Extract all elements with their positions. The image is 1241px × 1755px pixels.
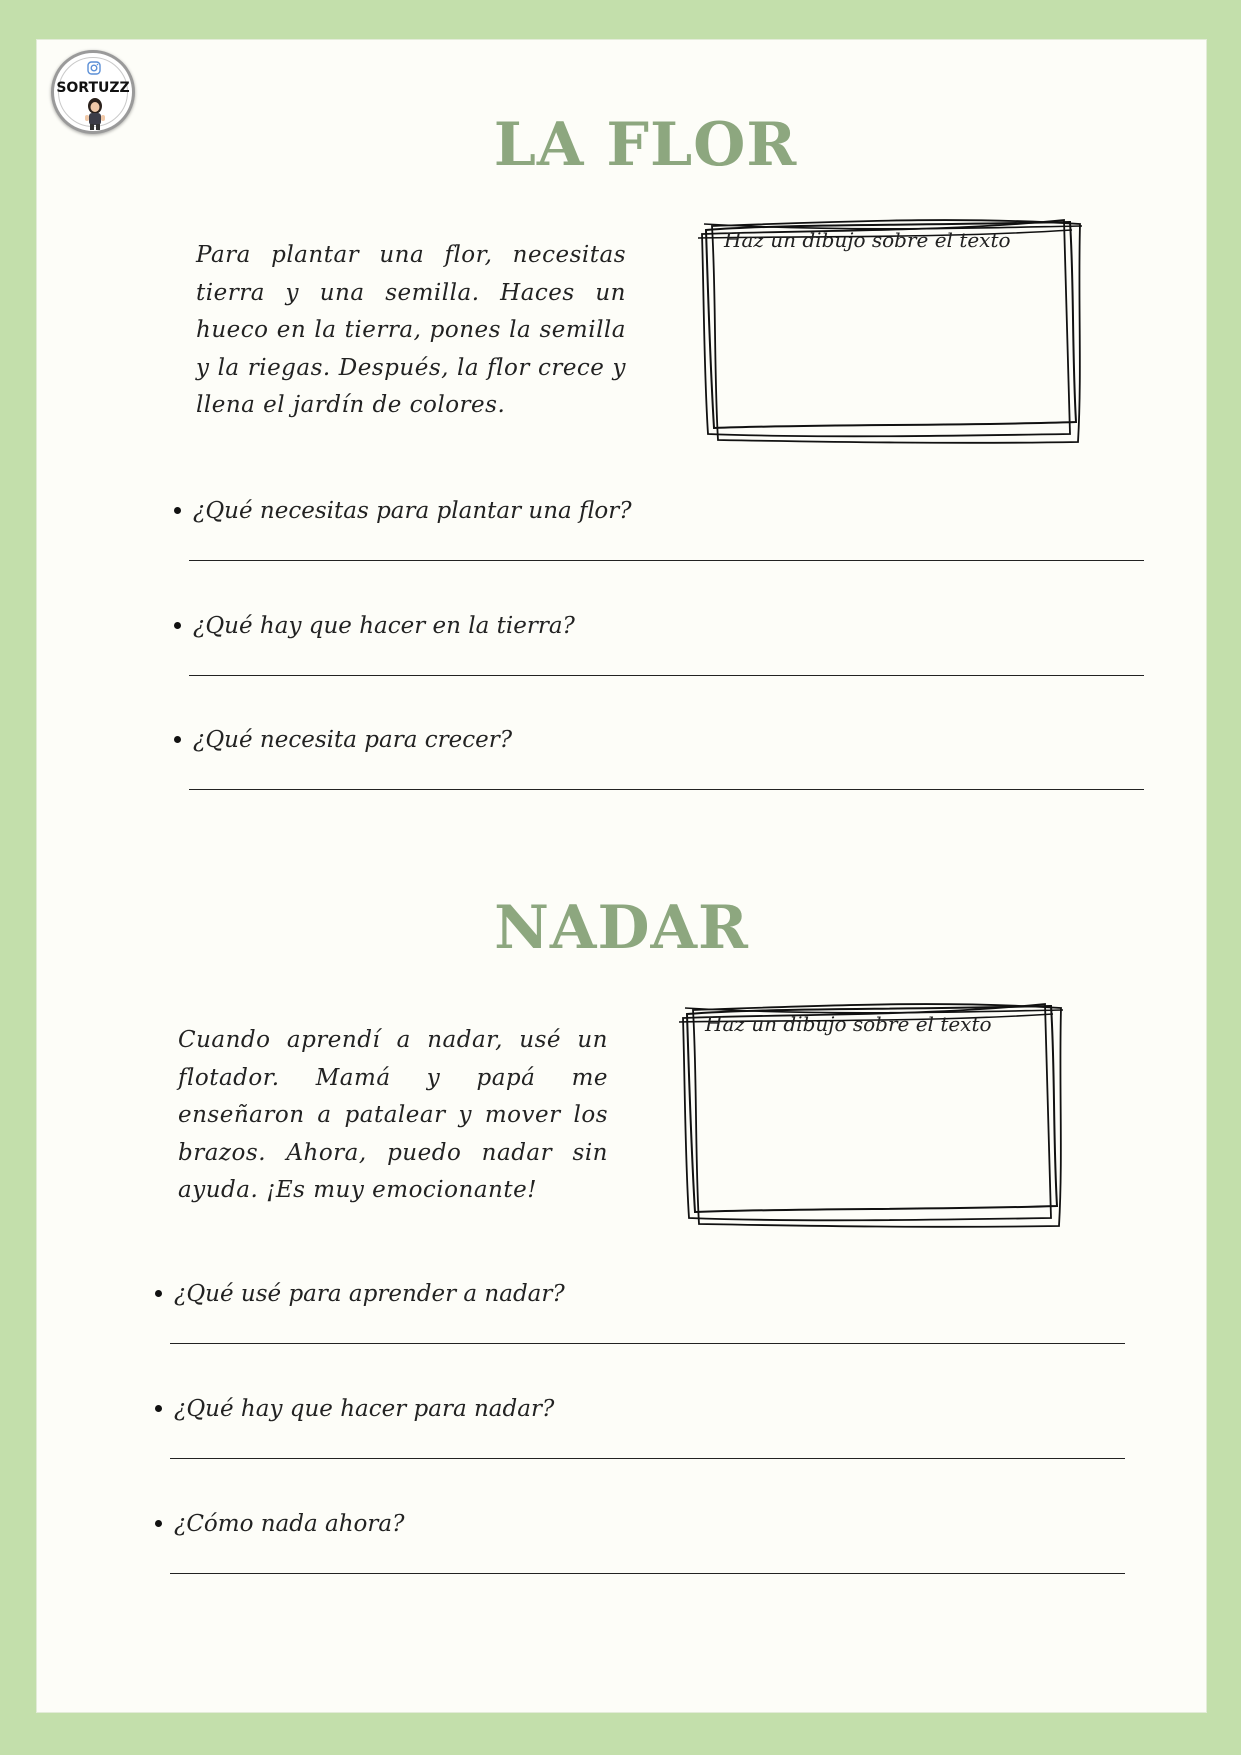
- answer-line[interactable]: [170, 1573, 1125, 1574]
- drawing-box-label: Haz un dibujo sobre el texto: [724, 228, 1011, 252]
- question-label: ¿Qué necesitas para plantar una flor?: [193, 498, 632, 524]
- answer-line[interactable]: [189, 560, 1144, 561]
- drawing-box-la-flor[interactable]: [694, 212, 1084, 452]
- drawing-box-nadar[interactable]: [675, 996, 1065, 1236]
- question-text: [174, 498, 632, 524]
- question-text: [155, 1281, 565, 1307]
- question-label: ¿Qué necesita para crecer?: [193, 727, 513, 753]
- question-text: [155, 1511, 404, 1537]
- answer-line[interactable]: [189, 675, 1144, 676]
- bullet-icon: [174, 507, 181, 514]
- instagram-icon: [87, 61, 101, 75]
- bullet-icon: [174, 622, 181, 629]
- worksheet-page: [37, 40, 1206, 1712]
- question-text: [155, 1396, 554, 1422]
- question-label: ¿Qué usé para aprender a nadar?: [174, 1281, 565, 1307]
- bullet-icon: [155, 1290, 162, 1297]
- question-label: ¿Qué hay que hacer en la tierra?: [193, 613, 575, 639]
- question-label: ¿Cómo nada ahora?: [174, 1511, 405, 1537]
- question-text: [174, 727, 512, 753]
- section-title-nadar: NADAR: [494, 893, 749, 963]
- answer-line[interactable]: [189, 789, 1144, 790]
- bullet-icon: [174, 736, 181, 743]
- story-text-nadar: Cuando aprendí a nadar, usé un flotador. Mamá y papá me enseñaron a patalear y mover los brazos. Ahora, puedo nadar sin ayuda. ¡Es muy emocionante!: [178, 1027, 608, 1203]
- question-label: ¿Qué hay que hacer para nadar?: [174, 1396, 555, 1422]
- question-text: [174, 613, 575, 639]
- section-title-la-flor: LA FLOR: [493, 110, 798, 180]
- bullet-icon: [155, 1405, 162, 1412]
- drawing-box-label: Haz un dibujo sobre el texto: [705, 1012, 992, 1036]
- answer-line[interactable]: [170, 1343, 1125, 1344]
- answer-line[interactable]: [170, 1458, 1125, 1459]
- story-text-la-flor: Para plantar una flor, necesitas tierra y una semilla. Haces un hueco en la tierra, pones la semilla y la riegas. Después, la flor crece y llena el jardín de colores.: [196, 242, 626, 418]
- bullet-icon: [155, 1520, 162, 1527]
- logo-brand-name: SORTUZZ: [56, 80, 130, 96]
